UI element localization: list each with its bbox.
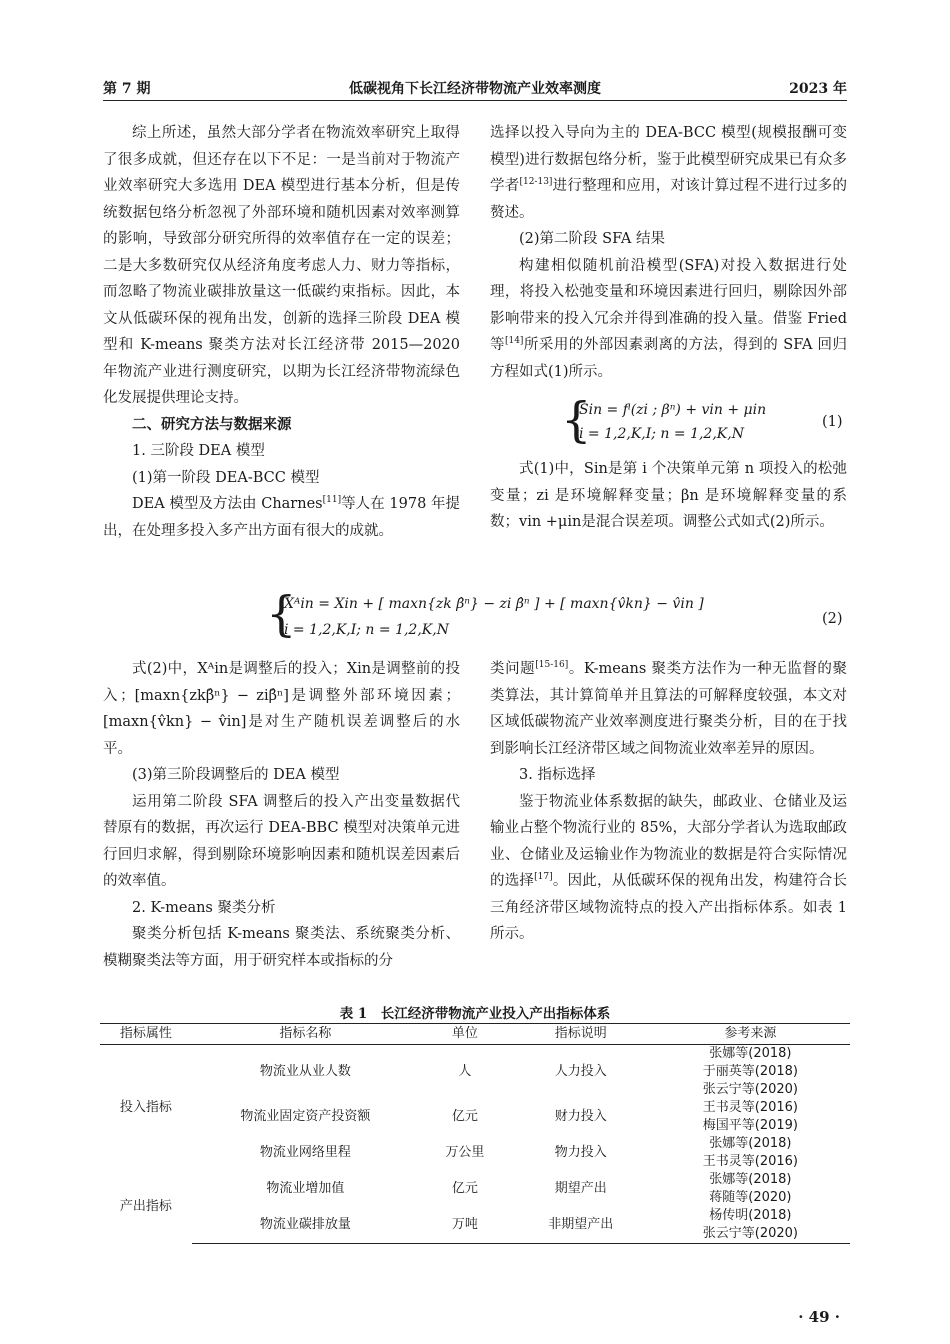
column-header: 参考来源 [651,1024,850,1045]
equation-line: Sin = fⁱ(zi ; βⁿ) + vin + μin [579,402,767,418]
right-column-mid [490,456,847,536]
citation: [14] [504,336,524,346]
indicator-table [100,1023,850,1244]
reference: 张娜等(2018) [709,1046,792,1061]
brace-icon: { [266,586,297,642]
reference: 王书灵等(2016) [702,1100,798,1115]
column-header: 指标说明 [511,1024,651,1045]
table-row [100,1045,850,1100]
equation-line: Xᴬin = Xin + [ maxn{zk β̂ⁿ} − zi β̂ⁿ ] + [ maxn{v̂kn} − v̂in ] [284,596,704,612]
table-cell: 人力投入 [554,1064,607,1079]
running-header [103,74,847,101]
table-cell [651,1045,850,1100]
equation-line: i = 1,2,K,I; n = 1,2,K,N [284,622,449,638]
text: 进行整理和应用，对该计算过程不进行过多的赘述。 [490,178,848,221]
subsection-heading: 2. K-means 聚类分析 [132,899,276,916]
reference: 张云宁等(2020) [702,1082,798,1097]
paragraph [103,491,460,544]
text: 选择以投入导向为主的 DEA-BCC 模型(规模报酬可变模型)进行数据包络分析，鉴于此模型研究成果已有众多学者 [490,125,847,194]
text: 构建相似随机前沿模型(SFA)对投入数据进行处理，将投入松弛变量和环境因素进行回归，剔除因外部影响带来的投入冗余并得到准确的投入量。借鉴 Fried 等 [490,257,847,353]
brace-icon: { [561,392,592,448]
table-cell: 万公里 [445,1145,485,1160]
table-cell: 物流业固定资产投资额 [240,1109,371,1124]
table-cell: 物流业碳排放量 [192,1207,419,1244]
paragraph [490,789,847,948]
paragraph [490,120,847,226]
table-cell: 非期望产出 [511,1207,651,1244]
text: 。因此，从低碳环保的视角出发，构建符合长三角经济带区域物流特点的投入产出指标体系。如表 1 所示。 [490,873,848,942]
paragraph [490,656,847,762]
running-title: 低碳视角下长江经济带物流产业效率测度 [349,81,601,97]
reference: 于丽英等(2018) [702,1064,798,1079]
table-cell: 物力投入 [554,1145,607,1160]
reference: 张云宁等(2020) [702,1226,798,1241]
text: DEA 模型及方法由 Charnes [132,496,323,512]
table-header-row [100,1024,850,1045]
table-row [100,1135,850,1171]
citation: [11] [322,495,342,505]
reference: 杨传明(2018) [709,1208,792,1223]
paragraph: 式(1)中，Sin是第 i 个决策单元第 n 项投入的松弛变量；zi 是环境解释变量；βn 是环境解释变量的系数；vin +μin是混合误差项。调整公式如式(2)所示。 [490,461,847,530]
left-column-upper [103,120,460,544]
group-label: 产出指标 [119,1199,172,1215]
text: 所采用的外部因素剥离的方法，得到的 SFA 回归方程如式(1)所示。 [490,337,848,380]
table-cell: 亿元 [451,1109,478,1124]
reference: 梅国平等(2019) [702,1118,798,1133]
table-cell: 物流业增加值 [266,1181,345,1196]
table-cell [651,1171,850,1207]
equation-number: (1) [822,414,843,430]
paragraph: 综上所述，虽然大部分学者在物流效率研究上取得了很多成就，但还存在以下不足：一是当前对于物流产业效率研究大多选用 DEA 模型进行基本分析，但是传统数据包络分析忽视了外部环境和随机因素对效率测算的影响，导致部分研究所得的效率值存在一定的误差；二是大多数研究仅从经济角度考虑人力、财力等指标，而忽略了物流业碳排放量这一低碳约束指标。因此，本文从低碳环保的视角出发，创新的选择三阶段 DEA 模型和 K-means 聚类方法对长江经济带 2015—2020 年物流产业进行测度研究，以期为长江经济带物流绿色化发展提供理论支持。 [103,125,460,406]
section-heading: 二、研究方法与数据来源 [132,415,292,433]
paragraph: 运用第二阶段 SFA 调整后的投入产出变量数据代替原有的数据，再次运行 DEA-BBC 模型对决策单元进行回归求解，得到剔除环境影响因素和随机误差因素后的效率值。 [103,793,460,889]
subsection-heading: 3. 指标选择 [519,767,596,783]
table-cell: 物流业从业人数 [259,1064,351,1079]
reference: 张娜等(2018) [709,1172,792,1187]
table-title: 表 1 长江经济带物流产业投入产出指标体系 [339,1006,611,1022]
table-cell [651,1099,850,1135]
paragraph: 聚类分析包括 K-means 聚类法、系统聚类分析、模糊聚类法等方面，用于研究样本或指标的分 [103,926,460,969]
table-cell: 人 [458,1064,472,1079]
citation: [17] [534,872,553,882]
issue-label: 第 7 期 [103,81,151,97]
year-label: 2023 年 [789,81,847,97]
citation: [12-13] [519,177,553,187]
equation-number: (2) [822,611,843,627]
table-cell [651,1207,850,1244]
table-cell [651,1135,850,1171]
reference: 张娜等(2018) [709,1136,792,1151]
subsubsection-heading: (1)第一阶段 DEA-BCC 模型 [132,469,320,486]
table-cell: 万吨 [419,1207,511,1244]
reference: 蒋随等(2020) [709,1190,792,1205]
paragraph [490,253,847,386]
right-column-upper [490,120,847,385]
equation-line: i = 1,2,K,I; n = 1,2,K,N [579,426,744,442]
subsection-heading: 1. 三阶段 DEA 模型 [132,443,265,459]
subsubsection-heading: (3)第三阶段调整后的 DEA 模型 [132,767,340,783]
table-row [100,1171,850,1207]
page-number: · 49 · [798,1308,840,1326]
text: 。K-means 聚类方法作为一种无监督的聚类算法，其计算简单并且算法的可解释度较强，本文对区域低碳物流产业效率测度进行聚类分析，目的在于找到影响长江经济带区域之间物流业效率差异的原因。 [490,661,847,757]
table-cell: 物流业网络里程 [259,1145,351,1160]
left-column-lower [103,656,460,974]
right-column-lower [490,656,847,948]
column-header: 指标名称 [192,1024,419,1045]
column-header: 指标属性 [100,1024,192,1045]
table-row [100,1099,850,1135]
group-label: 投入指标 [119,1100,172,1115]
reference: 王书灵等(2016) [702,1154,798,1169]
text: 类问题 [490,661,536,677]
text: 等人在 1978 年提出，在处理多投入多产出方面有很大的成就。 [103,496,460,539]
citation: [15-16] [535,660,569,670]
table-cell: 期望产出 [554,1181,607,1196]
subsubsection-heading: (2)第二阶段 SFA 结果 [519,231,665,247]
table-row [100,1207,850,1244]
table-cell: 亿元 [451,1181,478,1196]
paragraph: 式(2)中，Xᴬin是调整后的投入；Xin是调整前的投入；[maxn{zkβ̂ⁿ} − ziβ̂ⁿ]是调整外部环境因素；[maxn{v̂kn} − v̂in]是对生产随机误差调整后的水平。 [103,661,460,757]
table-cell: 财力投入 [554,1109,607,1124]
text: 鉴于物流业体系数据的缺失，邮政业、仓储业及运输业占整个物流行业的 85%，大部分学者认为选取邮政业、仓储业及运输业作为物流业的数据是符合实际情况的选择 [490,793,847,889]
column-header: 单位 [419,1024,511,1045]
